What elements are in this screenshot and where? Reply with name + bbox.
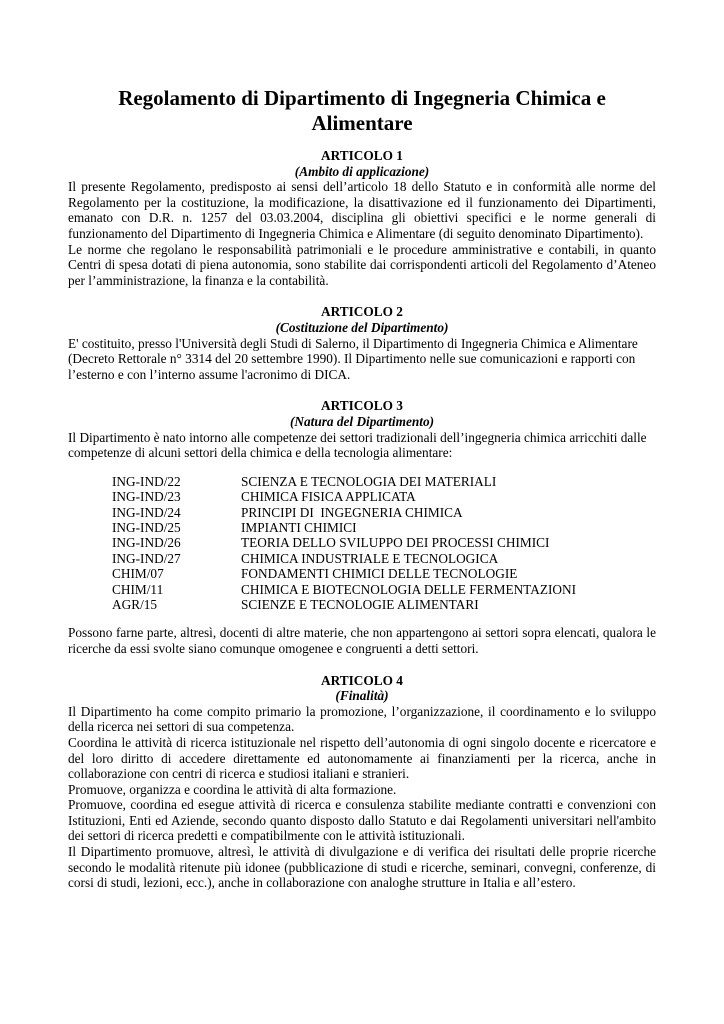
article-subtitle: (Costituzione del Dipartimento) [275,319,449,335]
article-paragraph: Il Dipartimento promuove, altresì, le attività di divulgazione e di verifica dei risultati delle proprie ricerche secondo le modalità ritenute più idonee (pubblicazione di studi e ricerche, seminari, convegni, conferenze, di corsi di studi, lezioni, ecc.), anche in collaborazione con analoghe strutture in Italia e all’estero. [68,844,656,891]
sector-name: TEORIA DELLO SVILUPPO DEI PROCESSI CHIMICI [241,535,550,551]
article-outro: Possono farne parte, altresì, docenti di altre materie, che non appartengono ai settori sopra elencati, qualora le ricerche da essi svolte siano comunque omogenee e congruenti a detti settori. [68,625,656,656]
article-subtitle: (Natura del Dipartimento) [289,413,435,429]
sector-code: AGR/15 [112,596,158,612]
article-paragraph: Il Dipartimento ha come compito primario la promozione, l’organizzazione, il coordinamento e lo sviluppo della ricerca nei settori di sua competenza. [68,703,656,735]
sector-code: ING-IND/22 [112,473,181,489]
article-heading: ARTICOLO 2 [321,304,403,320]
article-subtitle: (Finalità) [335,688,389,704]
sector-row [112,566,576,581]
sector-code: ING-IND/25 [112,519,181,535]
sector-code: CHIM/11 [112,581,164,597]
article-heading: ARTICOLO 4 [321,672,403,688]
article-heading: ARTICOLO 1 [321,148,403,163]
article-intro: Il Dipartimento è nato intorno alle competenze dei settori tradizionali dell’ingegneria chimica arricchiti dalle competenze di alcuni settori della chimica e della tecnologia alimentare: [68,429,647,461]
sector-name: SCIENZE E TECNOLOGIE ALIMENTARI [241,596,479,612]
sector-row [112,535,576,550]
sector-row [112,582,576,597]
sector-code: ING-IND/24 [112,504,181,520]
sector-name: CHIMICA FISICA APPLICATA [241,489,416,505]
article-3 [68,398,656,656]
sector-code: ING-IND/27 [112,550,181,566]
sector-name: CHIMICA INDUSTRIALE E TECNOLOGICA [241,550,499,566]
article-paragraph: Promuove, organizza e coordina le attività di alta formazione. [68,781,397,797]
sector-row [112,551,576,566]
sector-name: CHIMICA E BIOTECNOLOGIA DELLE FERMENTAZIONI [241,581,577,597]
article-paragraph: Il presente Regolamento, predisposto ai sensi dell’articolo 18 dello Statuto e in conformità alle norme del Regolamento per la costituzione, la modificazione, la disattivazione ed il funzionamento dei Dipartimenti, emanato con D.R. n. 1257 del 03.03.2004, disciplina gli obiettivi specifici e le norme generali di funzionamento del Dipartimento di Ingegneria Chimica e Alimentare (di seguito denominato Dipartimento). [68,179,656,241]
sector-code: CHIM/07 [112,566,164,582]
sector-row [112,489,576,504]
article-heading: ARTICOLO 3 [321,398,403,414]
article-paragraph: Le norme che regolano le responsabilità patrimoniali e le procedure amministrative e contabili, in quanto Centri di spesa dotati di piena autonomia, sono stabilite dai corrispondenti articoli del Regolamento d’Ateneo per l’amministrazione, la finanza e la contabilità. [68,241,656,288]
sector-table [112,474,576,613]
sector-name: FONDAMENTI CHIMICI DELLE TECNOLOGIE [241,566,518,582]
article-subtitle: (Ambito di applicazione) [294,163,430,179]
article-paragraph: Coordina le attività di ricerca istituzionale nel rispetto dell’autonomia di ogni singolo docente e ricercatore e del loro diritto di accedere direttamente ed autonomamente ai finanziamenti per la ricerca, anche in collaborazione con centri di ricerca e studiosi italiani e stranieri. [68,734,656,782]
document-page [68,86,656,907]
article-4 [68,673,656,891]
sector-name: SCIENZA E TECNOLOGIA DEI MATERIALI [241,473,497,489]
sector-row [112,474,576,489]
sector-row [112,520,576,535]
sector-name: PRINCIPI DI INGEGNERIA CHIMICA [241,504,463,520]
sector-row [112,597,576,612]
document-title: Regolamento di Dipartimento di Ingegneria Chimica e Alimentare [118,86,606,135]
sector-code: ING-IND/23 [112,489,181,505]
article-paragraph: Promuove, coordina ed esegue attività di ricerca e consulenza stabilite mediante contratti e convenzioni con Istituzioni, Enti ed Aziende, secondo quanto disposto dallo Statuto e dai Regolamenti universitari nell'ambito dei settori di ricerca predetti e compatibilmente con le attività istituzionali. [68,797,656,844]
article-paragraph: E' costituito, presso l'Università degli Studi di Salerno, il Dipartimento di Ingegneria Chimica e Alimentare (Decreto Rettorale n° 3314 del 20 settembre 1990). Il Dipartimento nelle sue comunicazioni e rapporti con l’esterno e con l’interno assume l'acronimo di DICA. [68,335,638,382]
sector-code: ING-IND/26 [112,535,181,551]
article-1 [68,148,656,288]
article-2 [68,304,656,382]
sector-row [112,505,576,520]
sector-name: IMPIANTI CHIMICI [241,519,357,535]
